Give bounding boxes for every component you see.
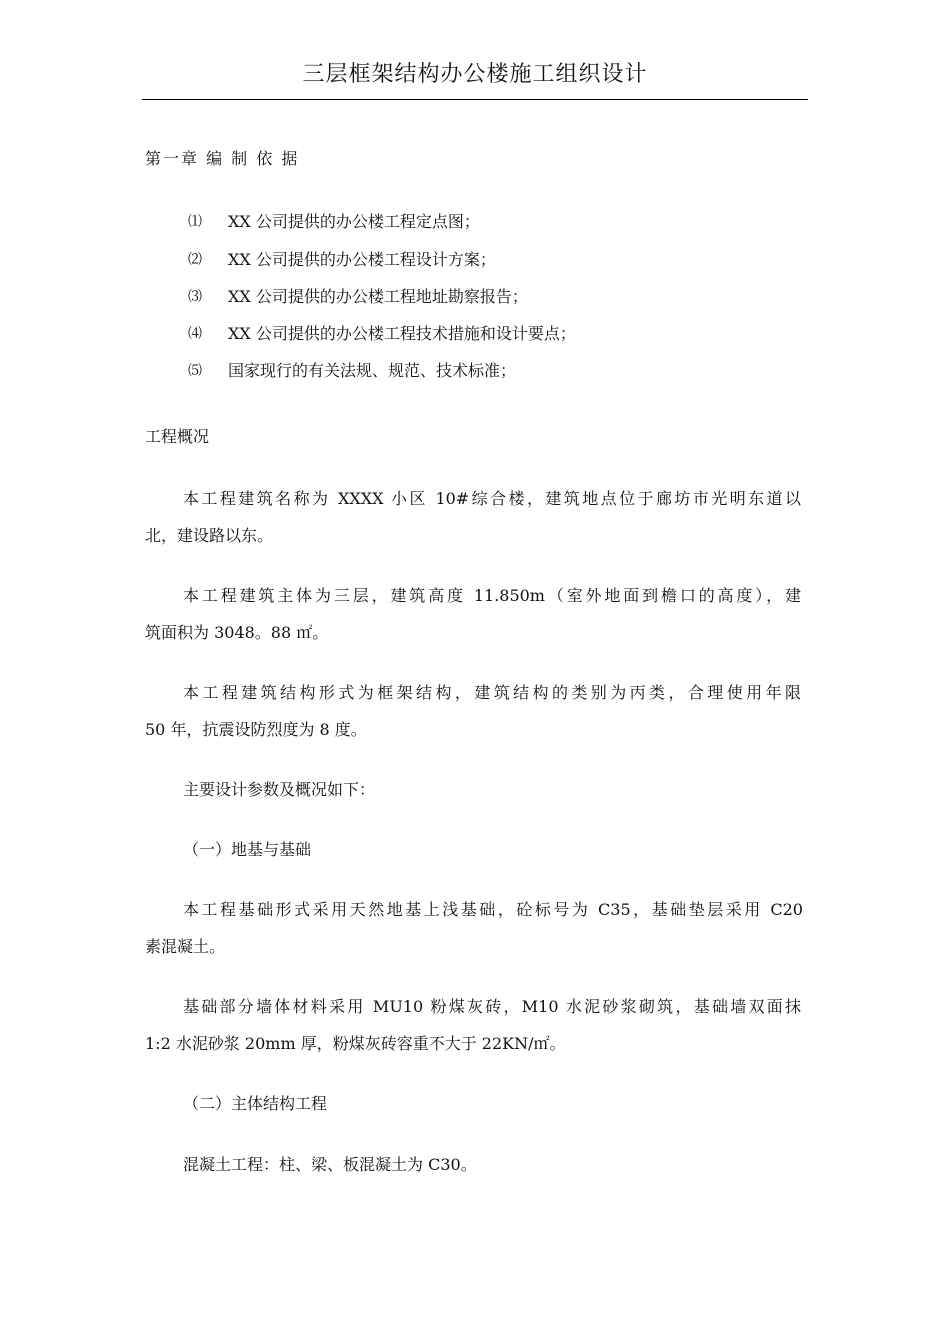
list-item-text: XX 公司提供的办公楼工程定点图； [228, 212, 480, 231]
section-heading-main-structure: （二）主体结构工程 [183, 1094, 328, 1113]
paragraph-line: 筑面积为 3048。88 ㎡。 [145, 623, 329, 642]
section-heading-overview: 工程概况 [145, 427, 210, 446]
paragraph-line: 本工程建筑主体为三层，建筑高度 11.850m（室外地面到檐口的高度），建 [183, 586, 801, 605]
paragraph-line: 本工程建筑结构形式为框架结构，建筑结构的类别为丙类，合理使用年限 [183, 683, 801, 702]
paragraph-line: 基础部分墙体材料采用 MU10 粉煤灰砖，M10 水泥砂浆砌筑，基础墙双面抹 [183, 997, 801, 1016]
document-title: 三层框架结构办公楼施工组织设计 [302, 62, 648, 87]
paragraph-line: 本工程基础形式采用天然地基上浅基础，砼标号为 C35，基础垫层采用 C20 [183, 900, 803, 919]
list-item-number: ⑴ [188, 214, 202, 230]
list-item-number: ⑵ [188, 252, 202, 268]
list-item-text: 国家现行的有关法规、规范、技术标准； [228, 361, 517, 380]
list-item-number: ⑶ [188, 289, 202, 305]
paragraph-line: 本工程建筑名称为 XXXX 小区 10#综合楼，建筑地点位于廊坊市光明东道以 [183, 489, 801, 508]
list-item-text: XX 公司提供的办公楼工程技术措施和设计要点； [228, 324, 576, 343]
list-item-number: ⑷ [188, 326, 202, 342]
paragraph-line: 1:2 水泥砂浆 20mm 厚，粉煤灰砖容重不大于 22KN/㎡。 [145, 1034, 566, 1053]
chapter-heading: 第一章 编 制 依 据 [145, 149, 300, 168]
list-item-text: XX 公司提供的办公楼工程地址勘察报告； [228, 287, 528, 306]
section-heading-foundation: （一）地基与基础 [183, 840, 312, 859]
paragraph-line: 主要设计参数及概况如下： [183, 780, 376, 799]
list-item-text: XX 公司提供的办公楼工程设计方案； [228, 250, 496, 269]
paragraph-line: 50 年，抗震设防烈度为 8 度。 [145, 720, 367, 739]
paragraph-line: 素混凝土。 [145, 937, 226, 956]
paragraph-line: 北，建设路以东。 [145, 526, 274, 545]
header-divider [142, 99, 808, 100]
list-item-number: ⑸ [188, 363, 202, 379]
paragraph-line: 混凝土工程：柱、梁、板混凝土为 C30。 [183, 1155, 477, 1174]
